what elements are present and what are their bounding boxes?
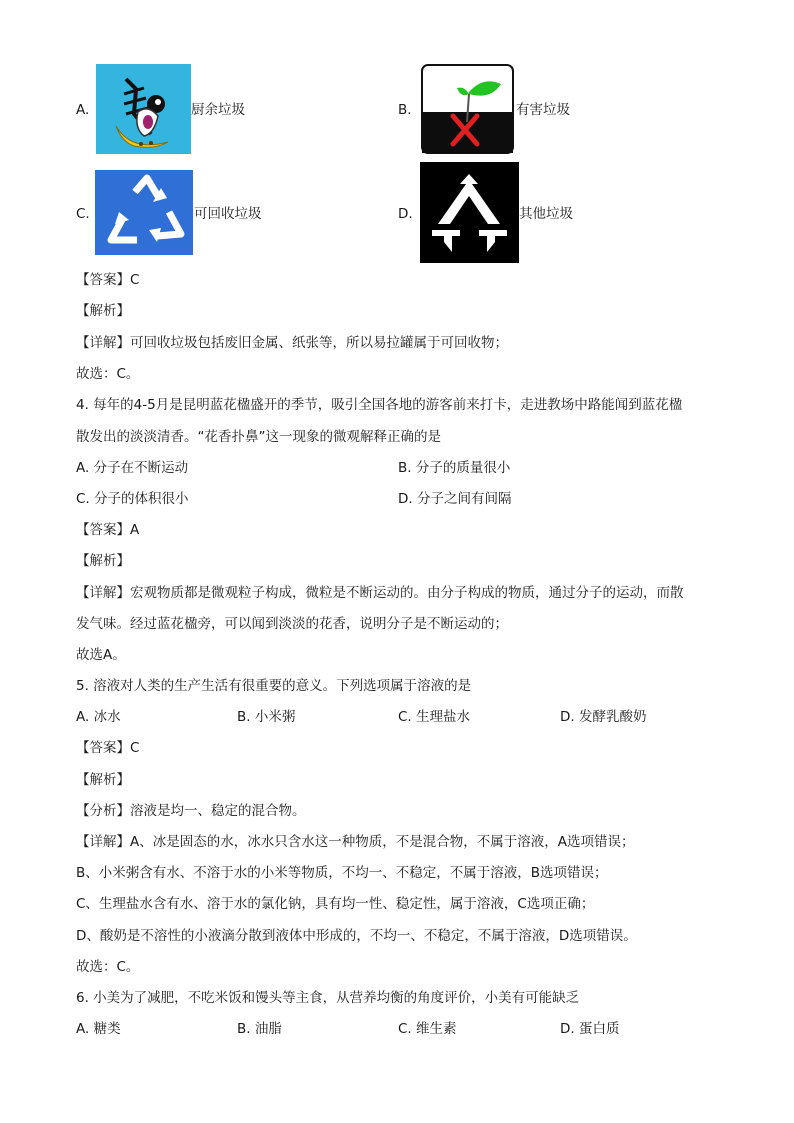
q4-conclusion: 故选A。 — [76, 647, 126, 663]
hazardous-waste-icon — [421, 64, 514, 154]
q5-detail-line1: 【详解】A、冰是固态的水，冰水只含水这一种物质，不是混合物，不属于溶液，A选项错误； — [76, 834, 635, 850]
q6-option-a: A. 糖类 — [76, 1021, 121, 1037]
q5-detail-line3: C、生理盐水含有水、溶于水的氯化钠，具有均一性、稳定性，属于溶液，C选项正确； — [76, 896, 595, 912]
q5-analysis-heading: 【解析】 — [76, 772, 130, 788]
q5-option-b: B. 小米粥 — [237, 709, 296, 725]
q4-option-a: A. 分子在不断运动 — [76, 460, 189, 476]
q5-option-d: D. 发酵乳酸奶 — [560, 709, 647, 725]
q4-detail-line2: 发气味。经过蓝花楹旁，可以闻到淡淡的花香，说明分子是不断运动的； — [76, 616, 508, 632]
q4-option-c: C. 分子的体积很小 — [76, 491, 189, 507]
q3-option-d-letter: D. — [398, 206, 413, 222]
q3-option-c-letter: C. — [76, 206, 90, 222]
q5-option-a: A. 冰水 — [76, 709, 121, 725]
q6-option-d: D. 蛋白质 — [560, 1021, 620, 1037]
q3-option-d-label: 其他垃圾 — [519, 206, 573, 222]
other-waste-icon — [420, 162, 519, 263]
q5-analyze: 【分析】溶液是均一、稳定的混合物。 — [76, 803, 306, 819]
q3-option-a-letter: A. — [76, 102, 90, 118]
recyclable-icon — [95, 170, 193, 255]
q6-option-b: B. 油脂 — [237, 1021, 282, 1037]
q4-stem-line2: 散发出的淡淡清香。“花香扑鼻”这一现象的微观解释正确的是 — [76, 429, 441, 445]
q4-analysis-heading: 【解析】 — [76, 553, 130, 569]
q3-option-b-letter: B. — [398, 102, 412, 118]
q4-stem-line1: 4. 每年的4-5月是昆明蓝花楹盛开的季节，吸引全国各地的游客前来打卡，走进教场中路能闻到蓝花楹 — [76, 397, 683, 413]
q6-stem: 6. 小美为了减肥，不吃米饭和馒头等主食，从营养均衡的角度评价，小美有可能缺乏 — [76, 990, 580, 1006]
q4-detail-line1: 【详解】宏观物质都是微观粒子构成，微粒是不断运动的。由分子构成的物质，通过分子的运动，而散 — [76, 585, 684, 601]
q4-answer: 【答案】A — [76, 522, 140, 538]
q3-analysis-heading: 【解析】 — [76, 303, 130, 319]
q3-answer: 【答案】C — [76, 272, 140, 288]
q5-stem: 5. 溶液对人类的生产生活有很重要的意义。下列选项属于溶液的是 — [76, 678, 472, 694]
q3-option-a-label: 厨余垃圾 — [191, 102, 245, 118]
q3-option-b-label: 有害垃圾 — [516, 102, 570, 118]
q5-conclusion: 故选：C。 — [76, 959, 140, 975]
q6-option-c: C. 维生素 — [398, 1021, 457, 1037]
q5-detail-line2: B、小米粥含有水、不溶于水的小米等物质，不均一、不稳定，不属于溶液，B选项错误； — [76, 865, 608, 881]
q3-option-c-label: 可回收垃圾 — [194, 206, 262, 222]
q3-conclusion: 故选：C。 — [76, 366, 140, 382]
food-waste-icon — [96, 64, 191, 154]
q5-answer: 【答案】C — [76, 740, 140, 756]
q5-detail-line4: D、酸奶是不溶性的小液滴分散到液体中形成的，不均一、不稳定，不属于溶液，D选项错误。 — [76, 928, 637, 944]
q3-detail: 【详解】可回收垃圾包括废旧金属、纸张等，所以易拉罐属于可回收物； — [76, 335, 508, 351]
q5-option-c: C. 生理盐水 — [398, 709, 471, 725]
q4-option-d: D. 分子之间有间隔 — [398, 491, 512, 507]
q4-option-b: B. 分子的质量很小 — [398, 460, 511, 476]
